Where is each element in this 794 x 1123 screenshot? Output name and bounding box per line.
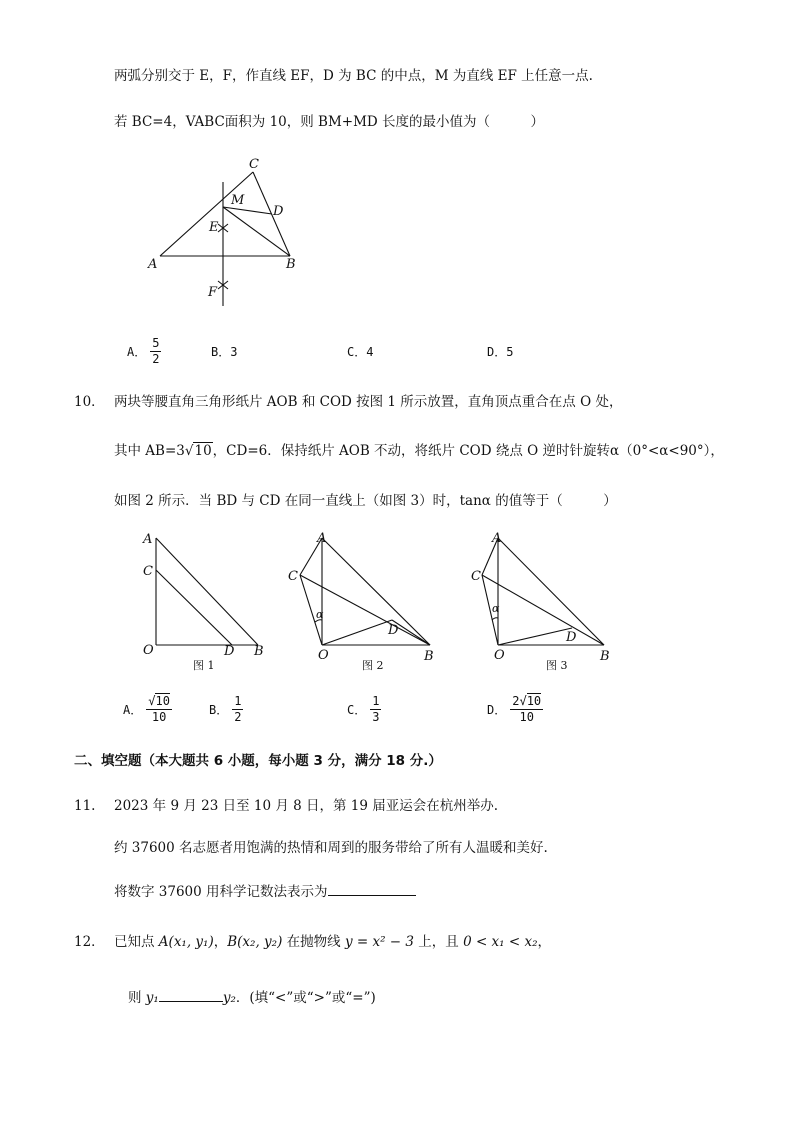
q10-number: 10． bbox=[74, 394, 105, 410]
q12-line1-pre: 已知点 bbox=[114, 934, 159, 950]
label-alpha: α bbox=[316, 608, 324, 621]
label-b: B bbox=[286, 257, 296, 272]
segment-od bbox=[498, 628, 572, 645]
q12-y1: y₁ bbox=[145, 990, 159, 1006]
q10-option-a[interactable] bbox=[123, 690, 172, 728]
q11-line3-text: 将数字 37600 用科学记数法表示为 bbox=[114, 884, 328, 900]
segment-ab bbox=[322, 538, 430, 645]
q12-line2-post: ．(填“<”或“>”或“=”) bbox=[235, 990, 376, 1006]
q9-triangle-figure bbox=[140, 150, 320, 310]
q11-number: 11. bbox=[74, 798, 96, 814]
label-b: B bbox=[600, 649, 610, 664]
label-a: A bbox=[492, 531, 502, 546]
section-2-heading: 二、填空题（本大题共 6 小题，每小题 3 分，满分 18 分.） bbox=[74, 753, 442, 769]
q12-line2-pre: 则 bbox=[128, 990, 146, 1006]
q10-option-b-numerator: 1 bbox=[234, 693, 242, 708]
label-e: E bbox=[209, 220, 219, 235]
label-alpha: α bbox=[492, 602, 500, 615]
q10-line2-post: ，CD=6．保持纸片 AOB 不动，将纸片 COD 绕点 O 逆时针旋转α（0°<α<90°）， bbox=[212, 443, 724, 459]
q10-option-c-fraction bbox=[370, 694, 381, 725]
q12-line2 bbox=[128, 989, 376, 1007]
q9-option-c[interactable]: C．4 bbox=[347, 345, 374, 359]
q11-line3 bbox=[114, 883, 416, 901]
q9-option-a-fraction bbox=[150, 336, 161, 367]
q12-post: 上，且 bbox=[413, 934, 464, 950]
q10-option-a-numerator: √10 bbox=[148, 693, 170, 708]
q9-option-a-denominator: 2 bbox=[152, 351, 160, 366]
q10-option-c-denominator: 3 bbox=[372, 709, 380, 724]
q10-figure-1 bbox=[138, 528, 268, 674]
q10-figure-2 bbox=[282, 528, 442, 674]
q10-option-d-numerator: 2√10 bbox=[512, 693, 542, 708]
q9-option-d[interactable]: D．5 bbox=[487, 345, 514, 359]
segment-od bbox=[322, 620, 392, 645]
q10-option-d-denominator: 10 bbox=[519, 709, 534, 724]
label-b: B bbox=[424, 649, 434, 664]
label-m: M bbox=[231, 193, 245, 208]
segment-ac bbox=[160, 172, 253, 256]
q10-option-c[interactable] bbox=[347, 690, 381, 728]
q9-line1: 两弧分别交于 E，F，作直线 EF，D 为 BC 的中点，M 为直线 EF 上任意一点. bbox=[114, 68, 593, 84]
label-o: O bbox=[318, 648, 329, 663]
label-c: C bbox=[288, 569, 298, 584]
q12-y2: y₂ bbox=[222, 990, 236, 1006]
q11-line1: 2023 年 9 月 23 日至 10 月 8 日，第 19 届亚运会在杭州举办. bbox=[114, 798, 499, 814]
segment-ab bbox=[156, 538, 258, 645]
q10-option-d-fraction bbox=[510, 694, 543, 725]
figure-1-caption: 图 1 bbox=[193, 659, 215, 672]
q10-line2-pre: 其中 AB=3 bbox=[114, 443, 185, 459]
label-c: C bbox=[249, 157, 259, 172]
figure-3-caption: 图 3 bbox=[546, 659, 568, 672]
q11-answer-blank[interactable] bbox=[328, 895, 416, 896]
q9-option-a[interactable] bbox=[127, 333, 161, 369]
q10-line2 bbox=[114, 442, 724, 460]
label-a: A bbox=[148, 257, 158, 272]
q12-line1 bbox=[114, 933, 551, 951]
label-d: D bbox=[566, 630, 577, 645]
q9-line2: 若 BC=4，VABC面积为 10，则 BM+MD 长度的最小值为（ ） bbox=[114, 114, 545, 130]
q10-option-a-fraction bbox=[146, 694, 172, 725]
figure-2-caption: 图 2 bbox=[362, 659, 384, 672]
q12-sep: ， bbox=[213, 934, 228, 950]
q12-mid: 在抛物线 bbox=[282, 934, 345, 950]
q10-option-b[interactable] bbox=[209, 690, 243, 728]
label-c: C bbox=[471, 569, 481, 584]
q10-option-b-denominator: 2 bbox=[234, 709, 242, 724]
q10-figure-3 bbox=[462, 528, 622, 674]
q12-answer-blank[interactable] bbox=[159, 1001, 223, 1002]
label-b: B bbox=[254, 644, 264, 659]
q10-option-b-letter: B． bbox=[209, 702, 229, 717]
q12-end: ， bbox=[537, 934, 551, 950]
label-o: O bbox=[494, 648, 505, 663]
q11-line2: 约 37600 名志愿者用饱满的热情和周到的服务带给了所有人温暖和美好. bbox=[114, 840, 548, 856]
angle-alpha-arc bbox=[492, 618, 498, 620]
q10-option-a-letter: A． bbox=[123, 702, 143, 717]
label-f: F bbox=[208, 285, 218, 300]
q12-point-b: B(x₂, y₂) bbox=[227, 934, 283, 950]
q10-line1: 两块等腰直角三角形纸片 AOB 和 COD 按图 1 所示放置，直角顶点重合在点 O 处， bbox=[114, 394, 623, 410]
segment-ab bbox=[498, 538, 604, 645]
label-o: O bbox=[143, 643, 154, 658]
label-a: A bbox=[143, 532, 153, 547]
q10-option-a-denominator: 10 bbox=[151, 709, 167, 724]
label-d: D bbox=[388, 623, 399, 638]
q10-option-d-letter: D． bbox=[487, 702, 507, 717]
q9-option-a-numerator: 5 bbox=[152, 335, 160, 350]
q12-parabola: y = x² − 3 bbox=[344, 934, 414, 950]
q12-condition: 0 < x₁ < x₂ bbox=[463, 934, 538, 950]
q10-option-d[interactable] bbox=[487, 690, 543, 728]
q12-number: 12． bbox=[74, 934, 105, 950]
sqrt-10: √10 bbox=[184, 443, 212, 459]
q10-option-c-numerator: 1 bbox=[372, 693, 380, 708]
segment-cd bbox=[156, 570, 232, 645]
label-d: D bbox=[224, 644, 235, 659]
q9-option-b[interactable]: B．3 bbox=[211, 345, 238, 359]
label-d: D bbox=[273, 204, 284, 219]
label-a: A bbox=[317, 531, 327, 546]
q10-line3: 如图 2 所示．当 BD 与 CD 在同一直线上（如图 3）时，tanα 的值等于（ ） bbox=[114, 493, 617, 509]
q12-point-a: A(x₁, y₁) bbox=[158, 934, 214, 950]
label-c: C bbox=[143, 564, 153, 579]
q10-option-c-letter: C． bbox=[347, 702, 367, 717]
q9-option-a-letter: A． bbox=[127, 344, 147, 359]
q10-option-b-fraction bbox=[232, 694, 243, 725]
